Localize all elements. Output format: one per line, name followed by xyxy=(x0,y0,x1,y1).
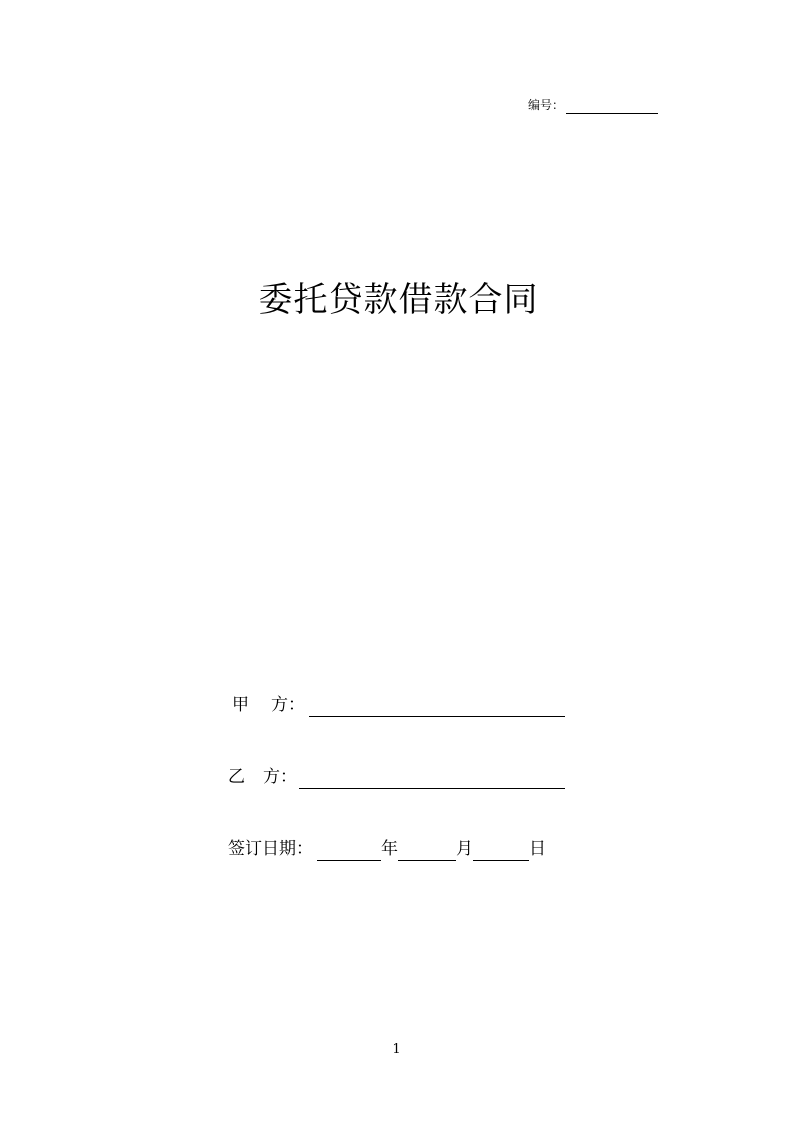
signing-year-blank xyxy=(317,842,381,861)
party-b-label-first: 乙 xyxy=(228,767,245,787)
party-b-label-second: 方： xyxy=(263,767,297,787)
contract-number-label: 编号： xyxy=(528,98,565,112)
contract-number-line xyxy=(528,96,658,114)
contract-number-blank xyxy=(566,99,658,114)
signing-month-unit: 月 xyxy=(456,839,473,859)
party-b-blank xyxy=(299,770,565,789)
signing-day-unit: 日 xyxy=(529,839,546,859)
party-a-line xyxy=(232,693,565,717)
party-b-line xyxy=(228,765,565,789)
document-title: 委托贷款借款合同 xyxy=(258,280,539,320)
signing-year-unit: 年 xyxy=(381,839,398,859)
signing-month-blank xyxy=(398,842,456,861)
party-a-blank xyxy=(309,698,565,717)
signing-day-blank xyxy=(473,842,529,861)
party-a-label-first: 甲 xyxy=(232,695,249,715)
signing-date-label: 签订日期： xyxy=(228,839,313,859)
page-number: 1 xyxy=(392,1042,401,1057)
party-a-label-second: 方： xyxy=(271,695,305,715)
signing-date-line xyxy=(228,837,546,861)
